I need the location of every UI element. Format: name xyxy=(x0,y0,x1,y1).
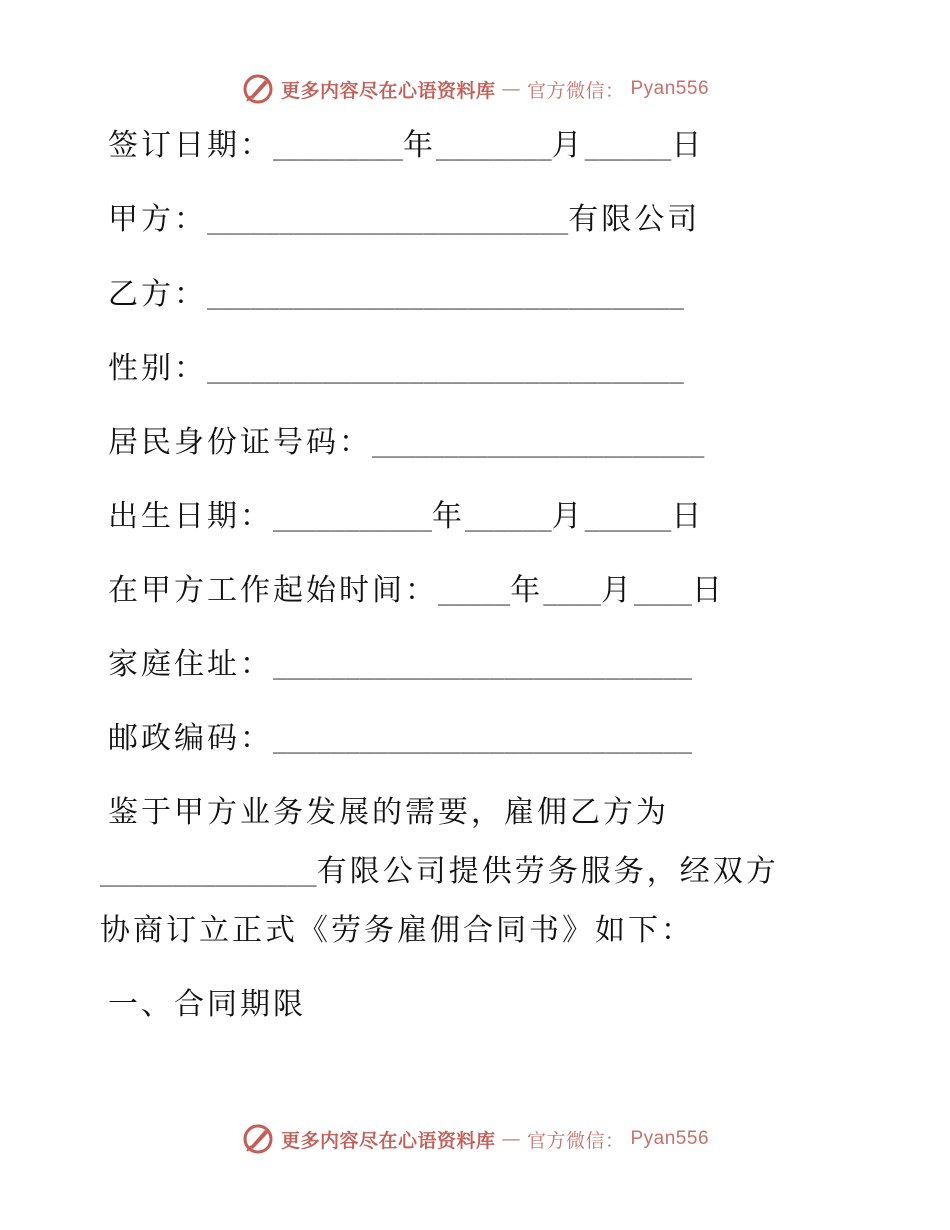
party-a-suffix: 有限公司 xyxy=(568,202,701,237)
paragraph-line-2 xyxy=(100,852,779,893)
paragraph-line-2-text: 有限公司提供劳务服务，经双方 xyxy=(316,854,779,889)
sign-date-year-blank: _________ xyxy=(273,133,404,161)
party-b-label: 乙方： xyxy=(108,277,207,312)
party-a-line xyxy=(108,200,700,241)
address-blank: _____________________________ xyxy=(273,652,693,680)
work-start-month-blank: ____ xyxy=(543,578,602,606)
party-b-line xyxy=(108,275,684,316)
year-unit: 年 xyxy=(403,128,437,163)
birth-month-blank: ______ xyxy=(464,504,552,532)
footer-watermark xyxy=(0,1122,950,1156)
sign-date-day-blank: ______ xyxy=(584,133,672,161)
day-unit: 日 xyxy=(671,499,705,534)
section-heading-1: 一、合同期限 xyxy=(108,987,306,1022)
watermark-dash: — xyxy=(501,1128,521,1150)
id-number-blank: _______________________ xyxy=(372,430,705,458)
id-number-line xyxy=(108,423,704,464)
birth-year-blank: ___________ xyxy=(273,504,432,532)
sign-date-line xyxy=(108,126,704,167)
birth-date-line xyxy=(108,497,704,538)
postcode-label: 邮政编码： xyxy=(108,721,273,756)
year-unit: 年 xyxy=(510,573,544,608)
paragraph-line-3: 协商订立正式《劳务雇佣合同书》如下： xyxy=(100,913,694,948)
postcode-blank: _____________________________ xyxy=(273,726,693,754)
party-b-blank: _________________________________ xyxy=(207,282,684,310)
postcode-line xyxy=(108,719,692,760)
work-start-line xyxy=(108,571,725,612)
sign-date-label: 签订日期： xyxy=(108,128,273,163)
paragraph-line-1: 鉴于甲方业务发展的需要，雇佣乙方为 xyxy=(108,795,669,830)
company-blank: _______________ xyxy=(100,859,317,887)
id-number-label: 居民身份证号码： xyxy=(108,425,372,460)
watermark-id: Pyan556 xyxy=(630,1128,710,1149)
birth-day-blank: ______ xyxy=(584,504,672,532)
watermark-text: 更多内容尽在心语资料库 xyxy=(280,79,496,102)
address-label: 家庭住址： xyxy=(108,647,273,682)
header-watermark xyxy=(0,72,950,106)
month-unit: 月 xyxy=(551,499,585,534)
month-unit: 月 xyxy=(601,573,635,608)
birth-date-label: 出生日期： xyxy=(108,499,273,534)
watermark-text: 更多内容尽在心语资料库 xyxy=(280,1129,496,1152)
watermark-tail: 官方微信： xyxy=(526,79,625,102)
work-start-year-blank: _____ xyxy=(438,578,511,606)
watermark-dash: — xyxy=(501,78,521,100)
watermark-tail: 官方微信： xyxy=(526,1129,625,1152)
sign-date-month-blank: ________ xyxy=(436,133,552,161)
gender-blank: _________________________________ xyxy=(207,356,684,384)
day-unit: 日 xyxy=(691,573,725,608)
party-a-blank: _________________________ xyxy=(207,207,569,235)
gender-line xyxy=(108,349,684,390)
quill-logo-icon xyxy=(241,1122,275,1156)
work-start-day-blank: ____ xyxy=(634,578,692,606)
address-line xyxy=(108,645,692,686)
watermark-id: Pyan556 xyxy=(630,78,710,99)
work-start-label: 在甲方工作起始时间： xyxy=(108,573,438,608)
quill-logo-icon xyxy=(241,72,275,106)
gender-label: 性别： xyxy=(108,351,207,386)
year-unit: 年 xyxy=(431,499,465,534)
month-unit: 月 xyxy=(551,128,585,163)
day-unit: 日 xyxy=(671,128,705,163)
party-a-label: 甲方： xyxy=(108,202,207,237)
